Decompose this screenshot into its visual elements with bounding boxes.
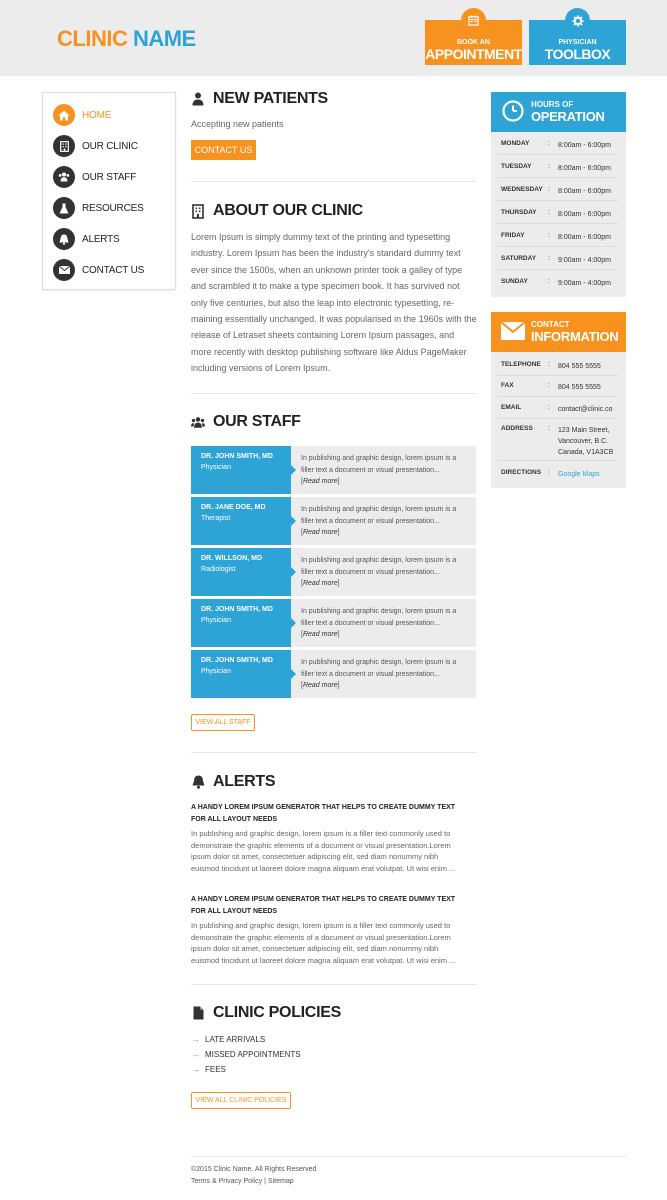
document-icon	[191, 1005, 205, 1021]
staff-card-blurb: In publishing and graphic design, lorem ipsum is a filler text a document or visual presentation... [Read more]	[301, 608, 457, 638]
sidebar-item-our-clinic[interactable]: OUR CLINIC	[53, 134, 138, 158]
copyright-text: ©2015 Clinic Name. All Rights Reserved	[191, 1166, 317, 1173]
policy-link[interactable]: → FEES	[191, 1064, 226, 1074]
about-heading: ABOUT OUR CLINIC	[191, 202, 363, 220]
staff-card-name-block: DR. JOHN SMITH, MD Physician	[191, 599, 291, 647]
sidebar-item-alerts[interactable]: ALERTS	[53, 227, 120, 251]
staff-icon	[53, 166, 75, 188]
section-divider	[191, 752, 476, 753]
flask-icon	[53, 197, 75, 219]
staff-card-blurb: In publishing and graphic design, lorem ipsum is a filler text a document or visual presentation... [Read more]	[301, 455, 457, 485]
staff-card-name-block: DR. JANE DOE, MD Therapist	[191, 497, 291, 545]
arrow-right-icon: →	[191, 1049, 200, 1059]
new-patients-heading: NEW PATIENTS	[191, 90, 328, 108]
staff-card-blurb: In publishing and graphic design, lorem ipsum is a filler text a document or visual presentation... [Read more]	[301, 557, 457, 587]
about-text: Lorem Ipsum is simply dummy text of the printing and typesetting industry. Lorem Ipsum has been the industry's standard dummy text ever since the 1500s, when an unknown printer took a galley of type and scrambled it to make a type specimen book. It has survived not only five centuries, but also the leap into electronic typesetting, re-maining essentially unchanged. It was popularised in the 1960s with the release of Letraset sheets containing Lorem Ipsum passages, and more recently with desktop publishing software like Aldus PageMaker including versions of Lorem Ipsum.	[191, 232, 477, 374]
envelope-icon	[501, 319, 525, 343]
alerts-heading: ALERTS	[191, 773, 275, 791]
google-maps-link[interactable]: Google Maps	[558, 471, 600, 478]
alert-item-body: In publishing and graphic design, lorem ipsum is a filler text commonly used to demonstrate the graphic elements of a document or visual presentation.Lorem ipsum dolor sit amet, consectetuer adipiscing elit, sed diam nonummy nibh euismod tincidunt ut laoreet dolore magna aliquam erat volutpat. Ut wisi enim ...	[191, 921, 456, 965]
sitemap-link[interactable]: Sitemap	[267, 1178, 294, 1185]
staff-card-name-block: DR. JOHN SMITH, MD Physician	[191, 446, 291, 494]
section-divider	[191, 984, 476, 985]
policy-link[interactable]: → LATE ARRIVALS	[191, 1034, 266, 1044]
policy-link[interactable]: → MISSED APPOINTMENTS	[191, 1049, 301, 1059]
clinic-logo[interactable]: CLINIC NAME	[57, 26, 196, 51]
sidebar-item-our-staff[interactable]: OUR STAFF	[53, 165, 136, 189]
hours-panel-header: HOURS OF OPERATION	[491, 92, 626, 132]
staff-heading: OUR STAFF	[191, 413, 301, 431]
user-icon	[191, 91, 205, 107]
physician-toolbox-button[interactable]: PHYSICIAN TOOLBOX	[529, 20, 626, 65]
policies-heading: CLINIC POLICIES	[191, 1004, 341, 1022]
email-link[interactable]: contact@clinic.co	[558, 406, 613, 413]
calendar-icon	[461, 8, 486, 33]
staff-card-name-block: DR. WILLSON, MD Radiologist	[191, 548, 291, 596]
view-all-staff-button[interactable]: VIEW ALL STAFF	[191, 714, 255, 731]
contact-panel-header: CONTACT INFORMATION	[491, 312, 626, 352]
contact-panel: CONTACT INFORMATION TELEPHONE : 804 555 5555 FAX : 804 555 5555 EMAIL : contact@clinic.co ADDRESS : 123 Main Street, Vancouver, B.C. Canada, V1A3CB DIRECTIONS : Google Maps	[491, 312, 626, 488]
alert-item-body: In publishing and graphic design, lorem ipsum is a filler text commonly used to demonstrate the graphic elements of a document or visual presentation.Lorem ipsum dolor sit amet, consectetuer adipiscing elit, sed diam nonummy nibh euismod tincidunt ut laoreet dolore magna aliquam erat volutpat. Ut wisi enim ...	[191, 829, 456, 873]
read-more-link[interactable]: Read more	[302, 682, 338, 689]
staff-card[interactable]	[191, 548, 476, 596]
hours-panel: HOURS OF OPERATION MONDAY : 8:00am - 6:00pm TUESDAY : 8:00am - 6:00pm WEDNESDAY : 8:00am - 6:00pm THURSDAY : 8:00am - 6:00pm FRIDAY : 8:00am - 6:00pm SATURDAY : 9:00am - 4:00pm SUNDAY : 9:00am - 4:00pm	[491, 92, 626, 297]
alert-item-title[interactable]: A HANDY LOREM IPSUM GENERATOR THAT HELPS TO CREATE DUMMY TEXT FOR ALL LAYOUT NEEDS	[191, 804, 456, 823]
read-more-link[interactable]: Read more	[302, 580, 338, 587]
group-icon	[191, 414, 205, 430]
contact-us-button[interactable]: CONTACT US	[191, 140, 256, 160]
building-icon	[53, 135, 75, 157]
sidebar-item-contact-us[interactable]: CONTACT US	[53, 258, 144, 282]
bell-icon	[191, 774, 205, 790]
gear-icon	[565, 8, 590, 33]
section-divider	[191, 181, 476, 182]
clock-icon	[501, 99, 525, 123]
book-appointment-button[interactable]: BOOK AN APPOINTMENT	[425, 20, 522, 65]
staff-card[interactable]	[191, 650, 476, 698]
staff-card[interactable]	[191, 497, 476, 545]
arrow-right-icon: →	[191, 1064, 200, 1074]
terms-link[interactable]: Terms & Privacy Policy	[191, 1178, 263, 1185]
view-all-policies-button[interactable]: VIEW ALL CLINIC POLICIES	[191, 1092, 291, 1109]
staff-card[interactable]	[191, 599, 476, 647]
staff-card-blurb: In publishing and graphic design, lorem ipsum is a filler text a document or visual presentation... [Read more]	[301, 659, 457, 689]
arrow-right-icon: →	[191, 1034, 200, 1044]
staff-card-name-block: DR. JOHN SMITH, MD Physician	[191, 650, 291, 698]
sidebar-item-home[interactable]: HOME	[53, 103, 111, 127]
staff-card-blurb: In publishing and graphic design, lorem ipsum is a filler text a document or visual presentation... [Read more]	[301, 506, 457, 536]
read-more-link[interactable]: Read more	[302, 529, 338, 536]
footer-links	[191, 1178, 294, 1185]
footer-separator: |	[264, 1178, 266, 1185]
new-patients-status: Accepting new patients	[191, 119, 284, 129]
home-icon	[53, 104, 75, 126]
section-divider	[191, 393, 476, 394]
read-more-link[interactable]: Read more	[302, 478, 338, 485]
building-icon	[191, 203, 205, 219]
staff-card[interactable]	[191, 446, 476, 494]
sidebar-nav	[42, 92, 176, 290]
read-more-link[interactable]: Read more	[302, 631, 338, 638]
footer-divider	[191, 1156, 626, 1157]
alert-item-title[interactable]: A HANDY LOREM IPSUM GENERATOR THAT HELPS TO CREATE DUMMY TEXT FOR ALL LAYOUT NEEDS	[191, 896, 456, 915]
bell-icon	[53, 228, 75, 250]
sidebar-item-resources[interactable]: RESOURCES	[53, 196, 144, 220]
envelope-icon	[53, 259, 75, 281]
site-header	[0, 0, 667, 76]
